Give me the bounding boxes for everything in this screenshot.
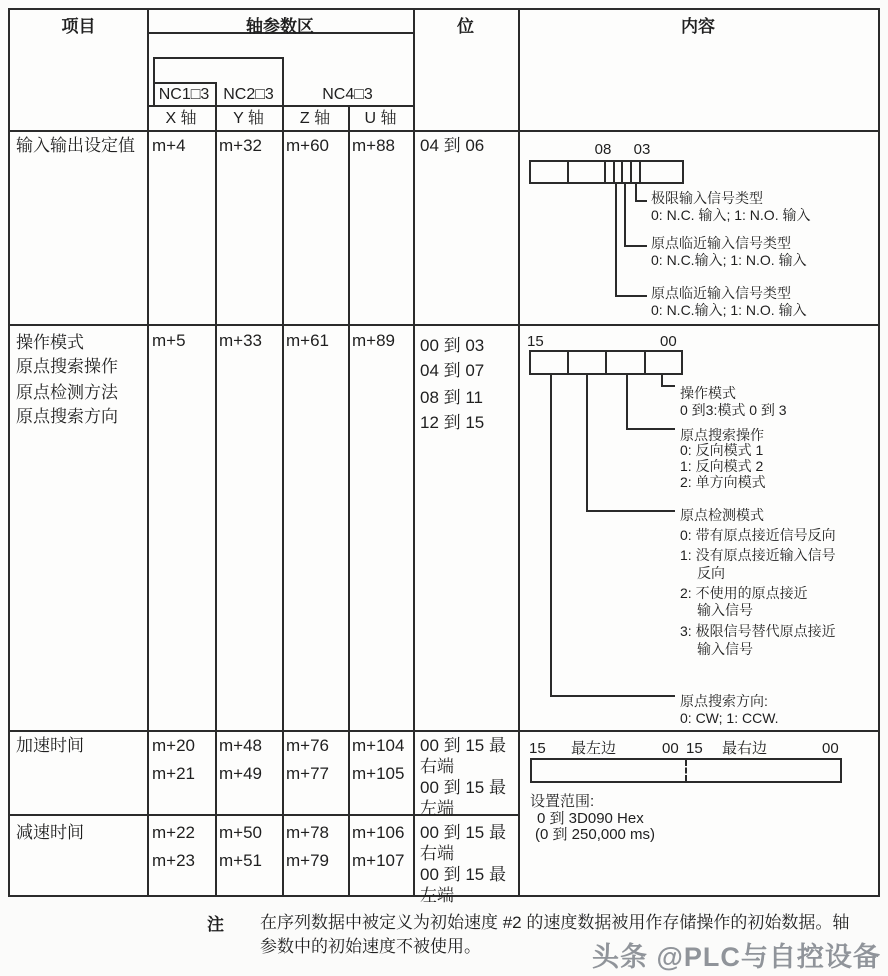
setting-range-hex: 0 到 3D090 Hex [537,810,644,827]
row-item-label: 原点搜索操作 [16,357,118,376]
callout-line [615,295,647,297]
axis-header-z: Z 轴 [299,110,331,127]
range-label-00-left: 00 [662,740,679,757]
callout-text: 输入信号 [697,602,753,618]
model-label-nc1: NC1□3 [158,86,210,103]
grid-line [147,10,149,895]
axis-header-x: X 轴 [165,110,197,127]
word-divider-dashed [685,760,687,781]
grid-line [10,324,878,326]
range-label-15-right: 15 [686,740,703,757]
cell-bit-range: 00 到 15 最左端 [420,865,506,905]
cell-y-axis: m+51 [219,851,262,870]
axis-header-u: U 轴 [364,110,397,127]
grid-line [348,105,350,895]
cell-x-axis: m+21 [152,764,195,783]
grid-line [147,105,415,107]
callout-line [586,375,588,512]
cell-bit-range: 00 到 03 [420,336,485,355]
grid-line [518,10,520,895]
word-range-box [530,758,842,783]
callout-text: 输入信号 [697,641,753,657]
callout-text: 原点搜索方向: [680,693,768,709]
callout-line [586,510,675,512]
range-label-15-left: 15 [529,740,546,757]
callout-text: 0 到3:模式 0 到 3 [680,402,787,418]
cell-z-axis: m+61 [286,331,329,350]
callout-text: 3: 极限信号替代原点接近 [680,623,836,639]
bit-field-box [529,350,683,375]
cell-z-axis: m+79 [286,851,329,870]
callout-text: 反向 [697,565,725,581]
note-text-line1: 在序列数据中被定义为初始速度 #2 的速度数据被用作存储操作的初始数据。轴 [260,913,850,932]
grid-line [10,730,878,732]
model-label-nc2: NC2□3 [223,86,274,103]
column-header-bit: 位 [457,17,474,36]
callout-desc: 0: N.C.输入; 1: N.O. 输入 [651,302,807,318]
callout-line [626,375,628,430]
cell-x-axis: m+20 [152,736,195,755]
cell-y-axis: m+32 [219,136,262,155]
callout-desc: 0: N.C. 输入; 1: N.O. 输入 [651,207,811,223]
column-header-item: 项目 [61,17,96,36]
row-item-label: 输入输出设定值 [16,136,135,155]
grid-line [215,82,217,895]
callout-text: 0: 带有原点接近信号反向 [680,527,836,543]
range-label-leftmost: 最左边 [571,740,617,757]
callout-line [615,184,617,297]
cell-u-axis: m+107 [352,851,405,870]
cell-z-axis: m+60 [286,136,329,155]
cell-bit-range: 04 到 07 [420,361,485,380]
cell-x-axis: m+23 [152,851,195,870]
cell-bit-range: 00 到 15 最右端 [420,823,506,863]
callout-text: 0: 反向模式 1 [680,442,764,458]
cell-u-axis: m+104 [352,736,405,755]
cell-y-axis: m+48 [219,736,262,755]
cell-z-axis: m+78 [286,823,329,842]
callout-text: 2: 单方向模式 [680,474,766,490]
column-header-axis-param-area: 轴参数区 [246,17,314,36]
note-marker: 注 [207,915,224,934]
callout-text: 1: 反向模式 2 [680,458,764,474]
callout-line [550,375,552,697]
row-item-label: 减速时间 [16,823,84,842]
callout-desc: 0: N.C.输入; 1: N.O. 输入 [651,252,807,268]
row-item-label: 原点检测方法 [16,383,118,402]
callout-line [635,200,647,202]
cell-u-axis: m+89 [352,331,395,350]
bit-label-00: 00 [660,333,677,350]
cell-x-axis: m+22 [152,823,195,842]
row-item-label: 加速时间 [16,736,84,755]
cell-y-axis: m+50 [219,823,262,842]
callout-text: 1: 没有原点接近输入信号 [680,547,836,563]
callout-title: 原点临近输入信号类型 [651,235,791,251]
range-label-rightmost: 最右边 [722,740,768,757]
range-label-00-right: 00 [822,740,839,757]
model-label-nc4: NC4□3 [322,86,373,103]
cell-z-axis: m+76 [286,736,329,755]
callout-text: 原点搜索操作 [680,427,764,443]
row-item-label: 原点搜索方向 [16,407,118,426]
grid-line [10,130,878,132]
callout-title: 极限输入信号类型 [651,190,763,206]
cell-y-axis: m+49 [219,764,262,783]
grid-line [413,10,415,895]
axis-parameter-table [8,8,880,905]
cell-bit-range: 00 到 15 最右端 [420,736,506,776]
cell-z-axis: m+77 [286,764,329,783]
cell-u-axis: m+105 [352,764,405,783]
bit-label-15: 15 [527,333,544,350]
note-text-line2: 参数中的初始速度不被使用。 [260,937,481,956]
cell-x-axis: m+4 [152,136,186,155]
cell-u-axis: m+106 [352,823,405,842]
cell-bit-range: 08 到 11 [420,388,484,407]
callout-text: 0: CW; 1: CCW. [680,710,779,726]
callout-line [661,385,675,387]
bit-label-08: 08 [594,141,612,158]
bit-label-03: 03 [633,141,651,158]
grid-line [282,57,284,895]
cell-y-axis: m+33 [219,331,262,350]
callout-text: 操作模式 [680,385,736,401]
grid-line [153,57,284,59]
callout-title: 原点临近输入信号类型 [651,285,791,301]
column-header-content: 内容 [681,17,715,36]
callout-line [550,695,675,697]
cell-x-axis: m+5 [152,331,186,350]
row-item-label: 操作模式 [16,333,84,352]
callout-text: 原点检测模式 [680,507,764,523]
cell-u-axis: m+88 [352,136,395,155]
cell-bit-range: 00 到 15 最左端 [420,778,506,818]
watermark: 头条 @PLC与自控设备 [592,942,881,972]
cell-bit-range: 04 到 06 [420,136,485,155]
callout-text: 2: 不使用的原点接近 [680,585,808,601]
callout-line [624,245,647,247]
setting-range-title: 设置范围: [530,793,595,810]
callout-line [624,184,626,247]
axis-header-y: Y 轴 [233,110,264,127]
bit-field-box [529,160,684,184]
setting-range-ms: (0 到 250,000 ms) [535,826,656,843]
cell-bit-range: 12 到 15 [420,413,485,432]
callout-line [626,428,675,430]
